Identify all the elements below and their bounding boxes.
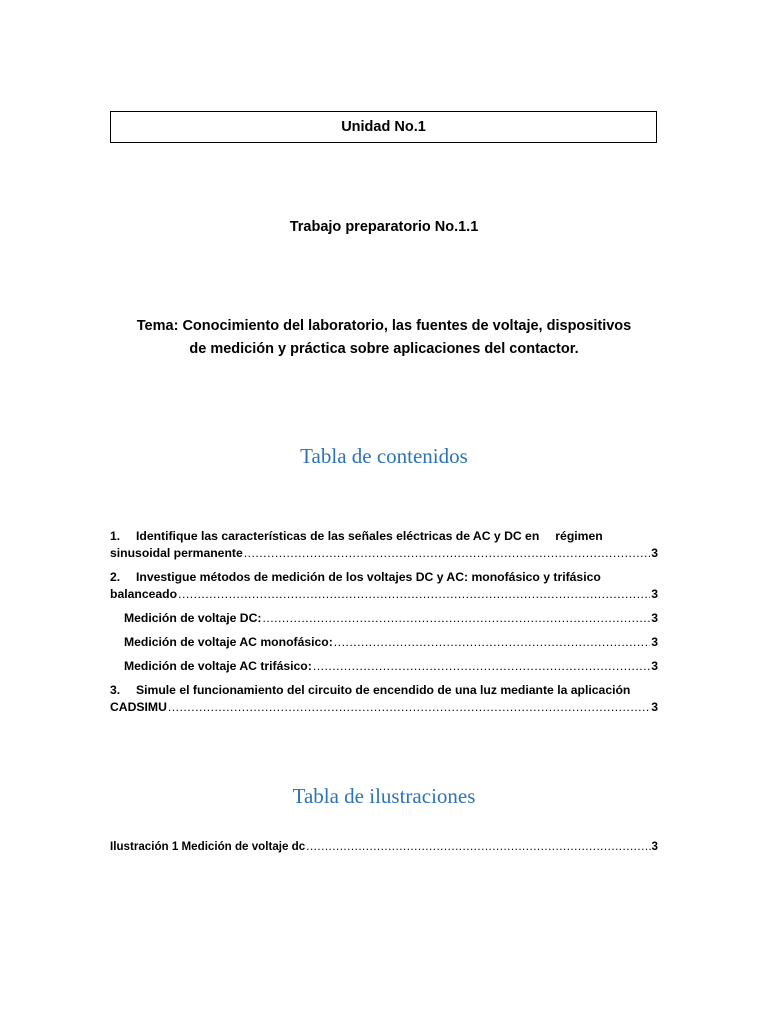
dot-leader bbox=[244, 545, 650, 562]
toc-entry-number: 2. bbox=[110, 570, 121, 584]
illustration-entry-1[interactable] bbox=[110, 838, 658, 855]
topic-line-2: de medición y práctica sobre aplicaciones del contactor. bbox=[189, 341, 579, 357]
toc-entry-text: Medición de voltaje AC trifásico: bbox=[124, 659, 312, 673]
illustrations-heading: Tabla de ilustraciones bbox=[292, 784, 476, 808]
prep-title: Trabajo preparatorio No.1.1 bbox=[289, 219, 479, 235]
toc-entry-text: Medición de voltaje AC monofásico: bbox=[124, 635, 333, 649]
toc-entry-page: 3 bbox=[651, 611, 658, 625]
dot-leader bbox=[168, 699, 650, 716]
topic-line-1: Tema: Conocimiento del laboratorio, las fuentes de voltaje, dispositivos bbox=[136, 318, 632, 334]
toc-entry-page: 3 bbox=[651, 659, 658, 673]
unit-title-box bbox=[110, 111, 657, 143]
toc-entry-text: balanceado bbox=[110, 587, 178, 601]
toc-entry-text: CADSIMU bbox=[110, 700, 167, 714]
toc-entry-number: 1. bbox=[110, 529, 121, 543]
toc-entry-page: 3 bbox=[651, 635, 658, 649]
dot-leader bbox=[262, 610, 650, 627]
toc-entry-number: 3. bbox=[110, 683, 121, 697]
unit-title: Unidad No.1 bbox=[341, 119, 426, 135]
toc-entry-text: sinusoidal permanente bbox=[110, 546, 243, 560]
toc-entry-text: Medición de voltaje DC: bbox=[124, 611, 262, 625]
toc-entry-text-tail: régimen bbox=[555, 529, 603, 543]
toc-entry-page: 3 bbox=[651, 546, 658, 560]
dot-leader bbox=[334, 634, 650, 651]
toc-subentry-ac-mono[interactable] bbox=[110, 634, 658, 651]
illustration-entry-text: Ilustración 1 Medición de voltaje dc bbox=[110, 840, 306, 853]
toc-entry-1[interactable] bbox=[110, 528, 658, 562]
illustration-entry-page: 3 bbox=[651, 840, 658, 853]
toc-heading: Tabla de contenidos bbox=[300, 444, 468, 468]
dot-leader bbox=[313, 658, 650, 675]
dot-leader bbox=[306, 838, 650, 855]
toc-subentry-ac-tri[interactable] bbox=[110, 658, 658, 675]
toc-entry-3[interactable] bbox=[110, 682, 658, 716]
topic bbox=[0, 315, 768, 361]
toc-entry-text: Identifique las características de las señales eléctricas de AC y DC en bbox=[136, 529, 540, 543]
toc-entry-text: Simule el funcionamiento del circuito de encendido de una luz mediante la aplicación bbox=[136, 683, 631, 697]
toc-entry-2[interactable] bbox=[110, 569, 658, 603]
toc-subentry-dc[interactable] bbox=[110, 610, 658, 627]
dot-leader bbox=[178, 586, 650, 603]
toc-list bbox=[110, 528, 658, 723]
toc-entry-text: Investigue métodos de medición de los voltajes DC y AC: monofásico y trifásico bbox=[136, 570, 601, 584]
toc-entry-page: 3 bbox=[651, 700, 658, 714]
illustrations-list bbox=[110, 838, 658, 855]
toc-entry-page: 3 bbox=[651, 587, 658, 601]
